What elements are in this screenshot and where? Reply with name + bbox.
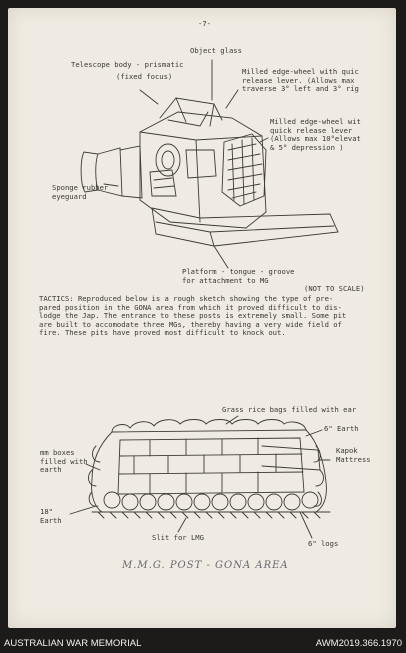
- label-6in-logs: 6" logs: [308, 539, 339, 548]
- label-18in-earth: 18" Earth: [40, 507, 62, 525]
- tactics-paragraph: TACTICS: Reproduced below is a rough sketch showing the type of pre- pared position in the GONA area from which it proved difficult to dis- lodge the Jap. The entrance to these posts is extremely small. Some pit are built to accomodate three MGs, thereby having a very wide field of fire. These pits have proved most difficult to knock out.: [39, 294, 347, 338]
- label-object-glass: Object glass: [190, 46, 242, 55]
- label-kapok-mattress: Kapok Mattress: [336, 446, 371, 464]
- label-milled-wheel-elevation: Milled edge-wheel wit quick release lever (Allows max 10°elevat & 5° depression ): [270, 117, 361, 152]
- label-grass-bags: Grass rice bags filled with ear: [222, 405, 357, 414]
- archive-footer: [0, 634, 406, 653]
- label-milled-wheel-traverse: Milled edge-wheel with quic release lever. (Allows max traverse 3° left and 3° rig: [242, 67, 359, 94]
- label-sponge-eyeguard: Sponge rubber eyeguard: [52, 183, 109, 201]
- mg-pit-sketch: [70, 416, 330, 538]
- handwritten-caption: M.M.G. POST - GONA AREA: [122, 560, 289, 571]
- label-telescope-body: Telescope body - prismatic: [71, 60, 184, 69]
- label-ammo-boxes: mm boxes filled with earth: [40, 448, 88, 475]
- footer-institution: AUSTRALIAN WAR MEMORIAL: [4, 638, 142, 649]
- label-fixed-focus: (fixed focus): [116, 72, 173, 81]
- label-slit-lmg: Slit for LMG: [152, 533, 204, 542]
- label-6in-earth: 6" Earth: [324, 424, 359, 433]
- footer-catalogue-id: AWM2019.366.1970: [315, 638, 402, 649]
- label-platform: Platform - tongue - groove for attachment to MG: [182, 267, 295, 285]
- label-not-to-scale: (NOT TO SCALE): [304, 284, 365, 293]
- page-number: -7-: [198, 19, 211, 28]
